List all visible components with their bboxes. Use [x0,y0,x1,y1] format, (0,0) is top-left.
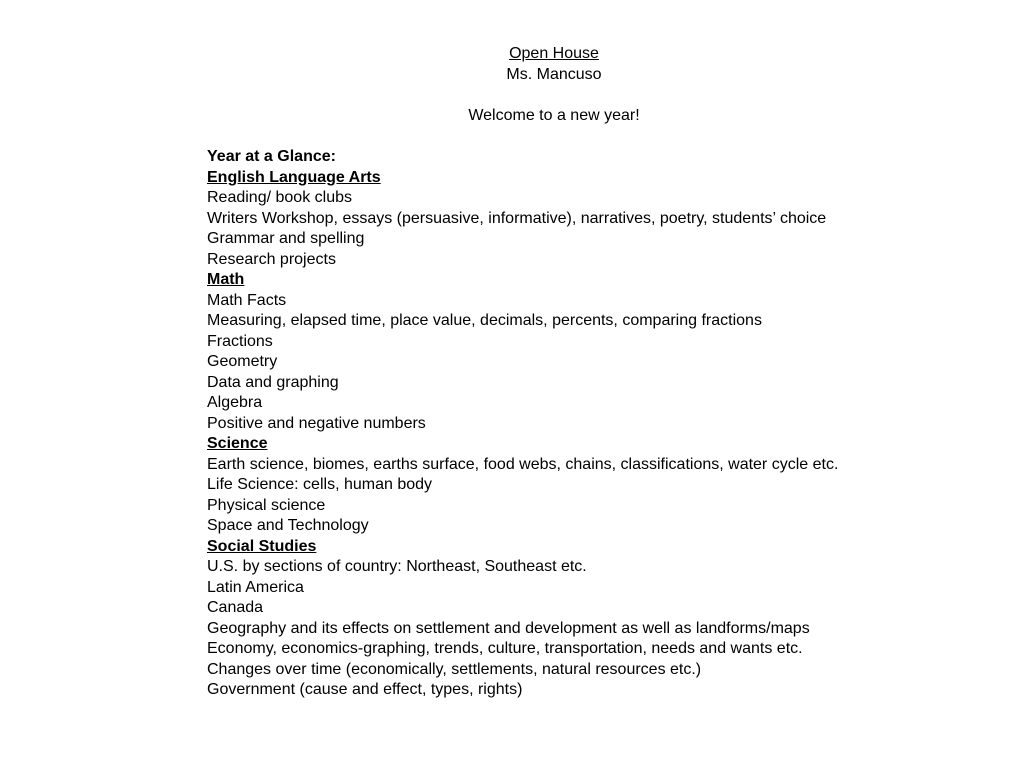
list-item: Data and graphing [207,373,339,391]
list-item: U.S. by sections of country: Northeast, Southeast etc. [207,558,587,575]
document-header [454,44,654,126]
section-title-math: Math [207,271,245,288]
list-item: Research projects [207,250,336,268]
list-item: Fractions [207,332,273,350]
list-item: Geography and its effects on settlement and development as well as landforms/maps [207,619,810,637]
list-item: Life Science: cells, human body [207,476,433,493]
list-item: Physical science [207,496,326,514]
list-item: Algebra [207,394,263,411]
list-item: Latin America [207,578,304,596]
list-item: Canada [207,599,264,616]
overview-heading: Year at a Glance: [207,148,336,165]
list-item: Economy, economics-graphing, trends, culture, transportation, needs and wants etc. [207,640,803,657]
list-item: Earth science, biomes, earths surface, food webs, chains, classifications, water cycle etc. [207,455,839,473]
list-item: Grammar and spelling [207,230,365,247]
list-item: Measuring, elapsed time, place value, decimals, percents, comparing fractions [207,312,762,329]
teacher-name: Ms. Mancuso [506,65,602,83]
list-item: Writers Workshop, essays (persuasive, informative), narratives, poetry, students’ choice [207,209,827,227]
list-item: Government (cause and effect, types, rights) [207,681,523,698]
welcome-message: Welcome to a new year! [468,106,640,124]
list-item: Geometry [207,353,278,370]
document-title: Open House [509,45,599,62]
section-title-english: English Language Arts [207,168,381,186]
list-item: Reading/ book clubs [207,189,352,206]
list-item: Positive and negative numbers [207,414,426,432]
year-overview [207,147,838,701]
list-item: Space and Technology [207,517,369,534]
list-item: Math Facts [207,291,287,309]
section-title-science: Science [207,435,268,452]
list-item: Changes over time (economically, settlements, natural resources etc.) [207,660,702,678]
header-spacer [454,85,654,106]
section-title-social-studies: Social Studies [207,537,317,555]
